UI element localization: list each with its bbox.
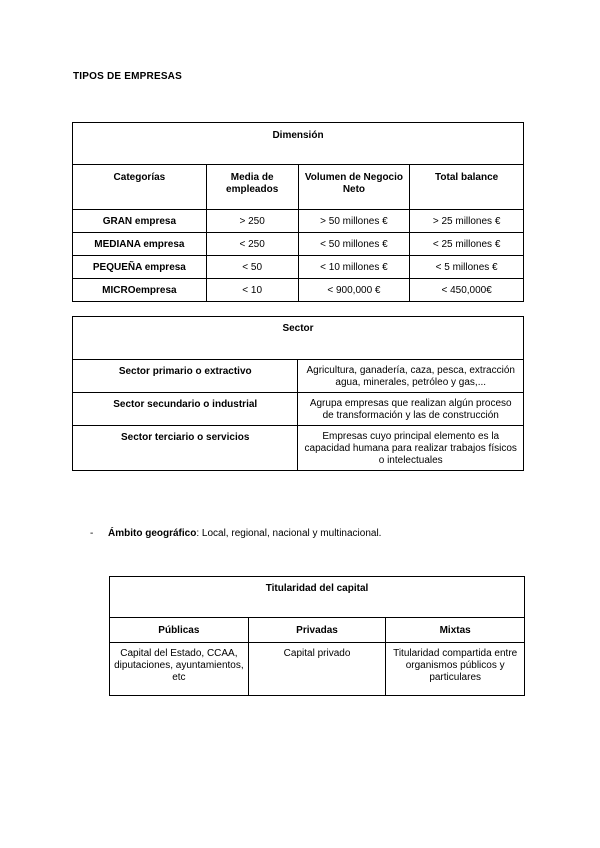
employees-cell: > 250 xyxy=(206,210,298,233)
column-header-mixtas: Mixtas xyxy=(386,618,525,643)
table-row xyxy=(73,210,524,233)
mixtas-cell: Titularidad compartida entre organismos públicos y particulares xyxy=(386,643,525,696)
dimension-table xyxy=(72,122,524,302)
column-header-balance: Total balance xyxy=(410,165,524,210)
column-header-publicas: Públicas xyxy=(110,618,249,643)
column-header-categorias: Categorías xyxy=(73,165,207,210)
ambito-bullet xyxy=(90,528,381,539)
titularidad-header: Titularidad del capital xyxy=(110,577,525,618)
privadas-cell: Capital privado xyxy=(248,643,386,696)
table-row xyxy=(73,256,524,279)
ambito-text: : Local, regional, nacional y multinacional. xyxy=(196,528,382,539)
column-header-privadas: Privadas xyxy=(248,618,386,643)
volume-cell: > 50 millones € xyxy=(298,210,410,233)
ambito-label: Ámbito geográfico xyxy=(108,528,197,539)
titularidad-table xyxy=(109,576,525,696)
balance-cell: > 25 millones € xyxy=(410,210,524,233)
column-header-volumen: Volumen de Negocio Neto xyxy=(298,165,410,210)
publicas-cell: Capital del Estado, CCAA, diputaciones, ayuntamientos, etc xyxy=(110,643,249,696)
sector-table xyxy=(72,316,524,471)
sector-label: Sector secundario o industrial xyxy=(73,393,298,426)
category-cell: GRAN empresa xyxy=(73,210,207,233)
table-row xyxy=(73,233,524,256)
category-cell: PEQUEÑA empresa xyxy=(73,256,207,279)
balance-cell: < 25 millones € xyxy=(410,233,524,256)
table-row xyxy=(73,393,524,426)
volume-cell: < 900,000 € xyxy=(298,279,410,302)
category-cell: MEDIANA empresa xyxy=(73,233,207,256)
employees-cell: < 10 xyxy=(206,279,298,302)
table-row xyxy=(73,360,524,393)
table-row xyxy=(73,279,524,302)
table-row xyxy=(73,426,524,471)
volume-cell: < 10 millones € xyxy=(298,256,410,279)
sector-header: Sector xyxy=(73,317,524,360)
balance-cell: < 450,000€ xyxy=(410,279,524,302)
sector-description: Agrupa empresas que realizan algún proceso de transformación y las de construcción xyxy=(298,393,524,426)
category-cell: MICROempresa xyxy=(73,279,207,302)
balance-cell: < 5 millones € xyxy=(410,256,524,279)
volume-cell: < 50 millones € xyxy=(298,233,410,256)
page-title: TIPOS DE EMPRESAS xyxy=(73,71,182,82)
employees-cell: < 50 xyxy=(206,256,298,279)
sector-description: Agricultura, ganadería, caza, pesca, extracción agua, minerales, petróleo y gas,... xyxy=(298,360,524,393)
employees-cell: < 250 xyxy=(206,233,298,256)
sector-description: Empresas cuyo principal elemento es la capacidad humana para realizar trabajos físicos o intelectuales xyxy=(298,426,524,471)
dimension-header: Dimensión xyxy=(73,123,524,165)
table-row xyxy=(110,643,525,696)
bullet-dash: - xyxy=(90,528,94,539)
column-header-empleados: Media de empleados xyxy=(206,165,298,210)
sector-label: Sector primario o extractivo xyxy=(73,360,298,393)
sector-label: Sector terciario o servicios xyxy=(73,426,298,471)
